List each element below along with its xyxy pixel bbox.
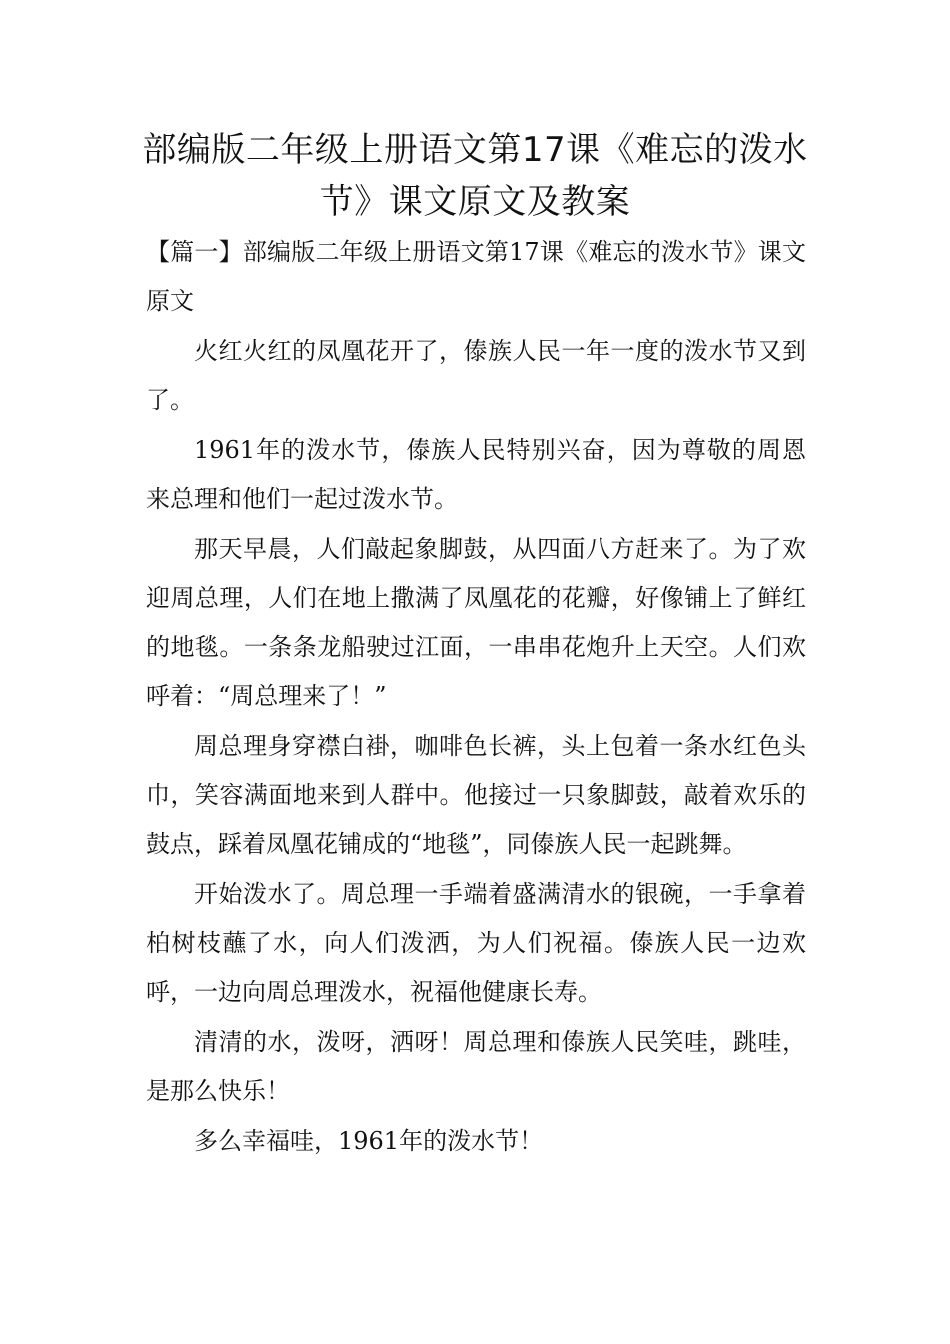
- paragraph-4: 周总理身穿襟白褂，咖啡色长裤，头上包着一条水红色头巾，笑容满面地来到人群中。他接过一只象脚鼓，敲着欢乐的鼓点，踩着凤凰花铺成的“地毯”，同傣族人民一起跳舞。: [146, 732, 806, 858]
- paragraph-3: 那天早晨，人们敲起象脚鼓，从四面八方赶来了。为了欢迎周总理，人们在地上撒满了凤凰花的花瓣，好像铺上了鲜红的地毯。一条条龙船驶过江面，一串串花炮升上天空。人们欢呼着：“周总理来了！”: [146, 535, 806, 710]
- paragraph-7: 多么幸福哇，1961年的泼水节！: [194, 1127, 544, 1155]
- paragraph-1: 火红火红的凤凰花开了，傣族人民一年一度的泼水节又到了。: [146, 337, 806, 414]
- paragraph-5: 开始泼水了。周总理一手端着盛满清水的银碗，一手拿着柏树枝蘸了水，向人们泼洒，为人们祝福。傣族人民一边欢呼，一边向周总理泼水，祝福他健康长寿。: [146, 880, 806, 1006]
- section-heading: 【篇一】部编版二年级上册语文第17课《难忘的泼水节》课文原文: [146, 238, 806, 315]
- document-title: 部编版二年级上册语文第17课《难忘的泼水节》课文原文及教案: [142, 130, 808, 222]
- paragraph-2: 1961年的泼水节，傣族人民特别兴奋，因为尊敬的周恩来总理和他们一起过泼水节。: [146, 436, 806, 513]
- paragraph-6: 清清的水，泼呀，洒呀！周总理和傣族人民笑哇，跳哇，是那么快乐！: [146, 1028, 806, 1105]
- document-body: [146, 228, 806, 1167]
